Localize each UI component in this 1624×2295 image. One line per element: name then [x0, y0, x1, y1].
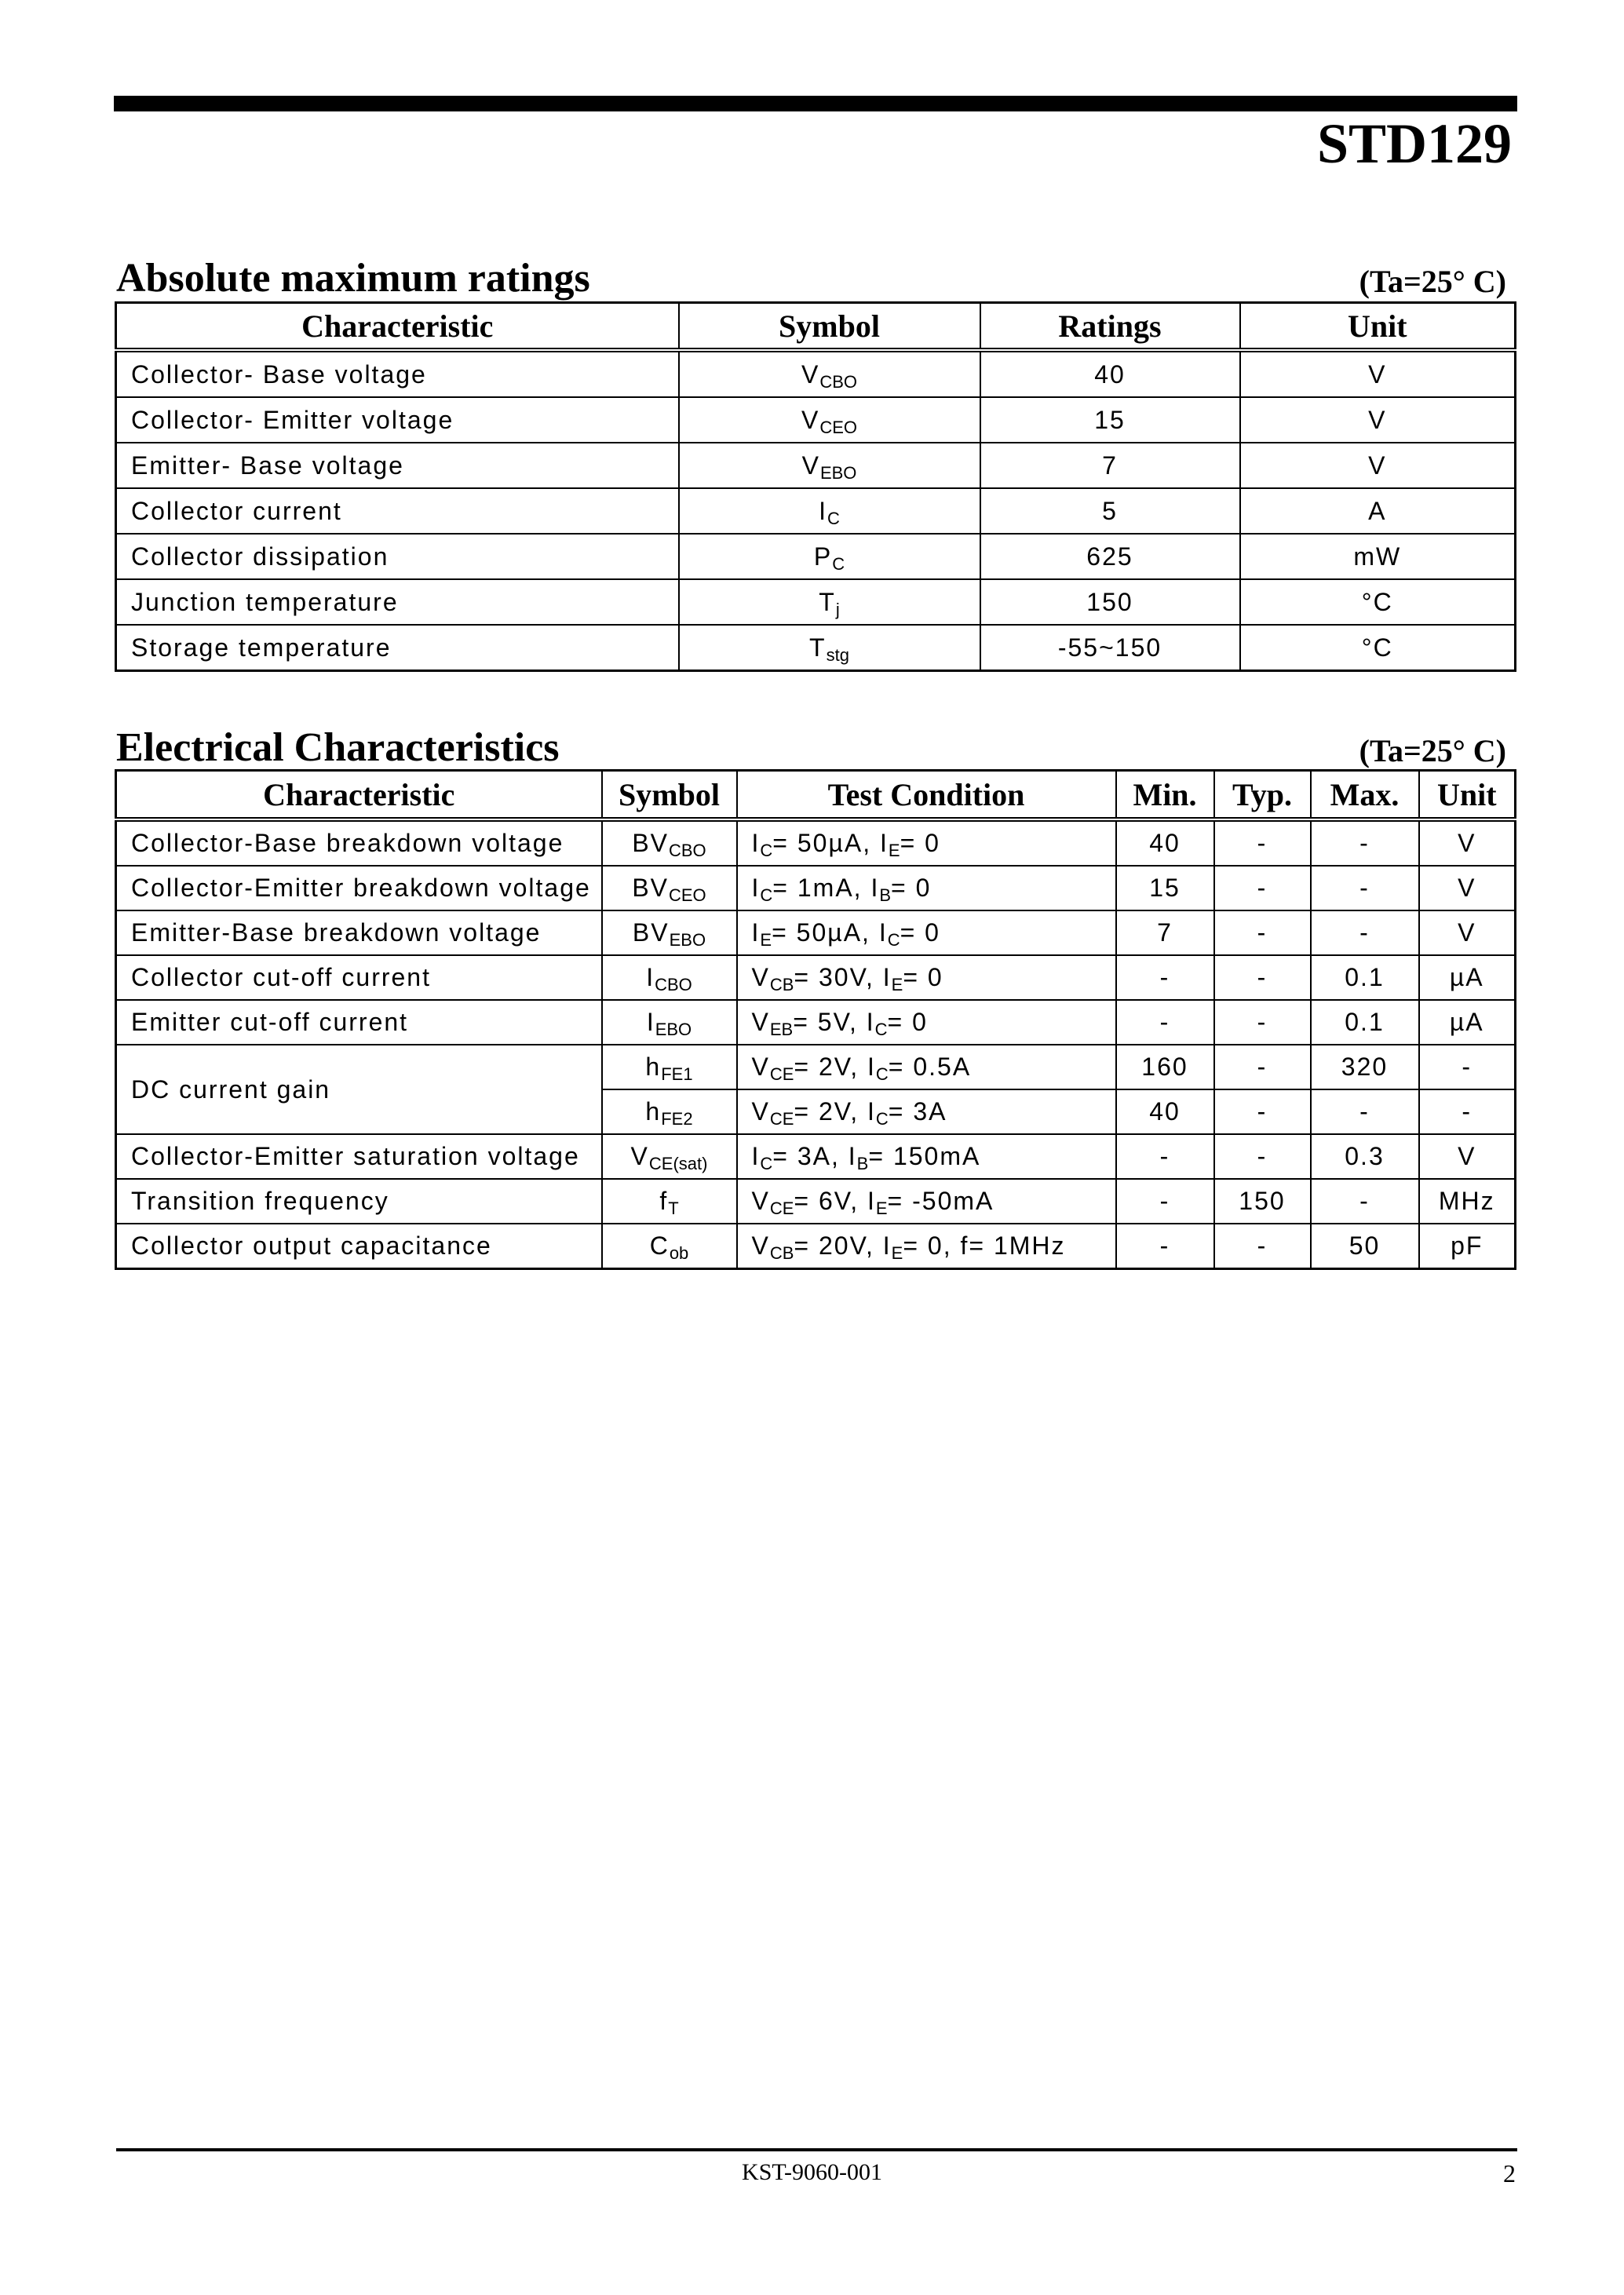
table-row — [116, 955, 1516, 1000]
typ-cell: - — [1214, 1224, 1311, 1269]
min-cell: - — [1116, 1000, 1214, 1045]
col-header: Typ. — [1214, 771, 1311, 820]
characteristic-cell: Collector output capacitance — [116, 1224, 602, 1269]
col-header: Min. — [1116, 771, 1214, 820]
cond-subscript: B — [879, 885, 892, 905]
cond-part: = 2V, I — [794, 1053, 876, 1081]
min-cell: 7 — [1116, 910, 1214, 955]
symbol-cell — [602, 1045, 737, 1089]
cond-subscript: EB — [769, 1020, 794, 1039]
characteristic-cell: DC current gain — [116, 1045, 602, 1134]
table-row — [116, 866, 1516, 910]
symbol-main: T — [819, 587, 836, 616]
test-condition-cell — [737, 866, 1116, 910]
cond-part: I — [751, 874, 761, 902]
cond-part: I — [751, 829, 761, 857]
cond-part: = 150mA — [868, 1142, 981, 1170]
cond-part: = 30V, I — [794, 963, 892, 991]
symbol-subscript: FE2 — [661, 1109, 693, 1129]
test-condition-cell — [737, 955, 1116, 1000]
cond-subscript: CE — [769, 1109, 794, 1129]
unit-cell: V — [1240, 397, 1516, 443]
unit-cell: V — [1419, 1134, 1516, 1179]
symbol-main: P — [813, 542, 833, 571]
rating-cell: 5 — [980, 488, 1240, 534]
cond-subscript: E — [891, 975, 903, 994]
cond-part: I — [751, 1142, 761, 1170]
test-condition-cell — [737, 1045, 1116, 1089]
symbol-subscript: EBO — [669, 930, 706, 950]
symbol-main: V — [630, 1142, 649, 1170]
symbol-subscript: EBO — [819, 462, 857, 483]
characteristic-cell: Collector-Emitter saturation voltage — [116, 1134, 602, 1179]
cond-subscript: CB — [769, 1243, 794, 1263]
table-row — [116, 443, 1516, 488]
col-header: Symbol — [679, 303, 980, 351]
cond-part: V — [751, 1053, 770, 1081]
typ-cell: - — [1214, 1089, 1311, 1134]
cond-part: V — [751, 1097, 770, 1126]
col-header: Characteristic — [116, 303, 679, 351]
min-cell: 15 — [1116, 866, 1214, 910]
symbol-cell — [679, 625, 980, 671]
table-row — [116, 579, 1516, 625]
unit-cell: - — [1419, 1089, 1516, 1134]
col-header: Unit — [1419, 771, 1516, 820]
min-cell: 160 — [1116, 1045, 1214, 1089]
max-cell: 0.1 — [1311, 1000, 1419, 1045]
test-condition-cell — [737, 1224, 1116, 1269]
symbol-subscript: CEO — [819, 417, 858, 437]
unit-cell: V — [1419, 910, 1516, 955]
max-cell: 50 — [1311, 1224, 1419, 1269]
cond-part: = 5V, I — [793, 1008, 875, 1036]
cond-subscript: C — [875, 1064, 889, 1084]
unit-cell: µA — [1419, 955, 1516, 1000]
min-cell: - — [1116, 955, 1214, 1000]
unit-cell: mW — [1240, 534, 1516, 579]
characteristic-cell: Collector- Emitter voltage — [116, 397, 679, 443]
min-cell: 40 — [1116, 819, 1214, 866]
unit-cell: MHz — [1419, 1179, 1516, 1224]
abs-max-header-row — [116, 303, 1516, 351]
col-header: Characteristic — [116, 771, 602, 820]
cond-part: = 2V, I — [794, 1097, 876, 1126]
max-cell: 0.3 — [1311, 1134, 1419, 1179]
characteristic-cell: Storage temperature — [116, 625, 679, 671]
cond-part: V — [751, 963, 770, 991]
characteristic-cell: Emitter- Base voltage — [116, 443, 679, 488]
symbol-subscript: EBO — [655, 1020, 692, 1039]
col-header: Symbol — [602, 771, 737, 820]
symbol-main: BV — [632, 829, 669, 857]
cond-part: = -50mA — [887, 1187, 994, 1215]
unit-cell: V — [1419, 866, 1516, 910]
cond-subscript: E — [760, 930, 772, 950]
characteristic-cell: Transition frequency — [116, 1179, 602, 1224]
test-condition-cell — [737, 1179, 1116, 1224]
characteristic-cell: Collector-Base breakdown voltage — [116, 819, 602, 866]
elec-char-table — [115, 769, 1516, 1270]
table-row — [116, 625, 1516, 671]
min-cell: 40 — [1116, 1089, 1214, 1134]
symbol-cell — [602, 1134, 737, 1179]
cond-part: = 0.5A — [888, 1053, 972, 1081]
abs-max-condition: (Ta=25° C) — [1359, 264, 1506, 299]
symbol-cell — [679, 397, 980, 443]
table-row — [116, 1134, 1516, 1179]
page-number: 2 — [1503, 2159, 1516, 2187]
symbol-cell — [602, 1089, 737, 1134]
typ-cell: - — [1214, 910, 1311, 955]
symbol-cell — [679, 579, 980, 625]
unit-cell: V — [1419, 819, 1516, 866]
characteristic-cell: Collector current — [116, 488, 679, 534]
cond-subscript: C — [760, 885, 773, 905]
symbol-subscript: CBO — [655, 975, 692, 994]
characteristic-cell: Collector-Emitter breakdown voltage — [116, 866, 602, 910]
symbol-subscript: C — [827, 508, 840, 528]
cond-part: = 50µA, I — [772, 829, 889, 857]
table-row — [116, 819, 1516, 866]
bottom-rule — [116, 2148, 1517, 2151]
elec-char-header-row — [116, 771, 1516, 820]
symbol-subscript: C — [832, 553, 845, 574]
typ-cell: - — [1214, 1000, 1311, 1045]
symbol-cell — [679, 443, 980, 488]
symbol-subscript: j — [835, 599, 840, 619]
min-cell: - — [1116, 1134, 1214, 1179]
cond-part: = 0 — [903, 963, 943, 991]
table-row — [116, 1045, 1516, 1089]
symbol-main: C — [649, 1231, 670, 1260]
symbol-main: h — [645, 1097, 662, 1126]
elec-char-title: Electrical Characteristics — [116, 725, 560, 770]
cond-subscript: E — [891, 1243, 903, 1263]
table-row — [116, 1224, 1516, 1269]
col-header: Test Condition — [737, 771, 1116, 820]
symbol-cell — [602, 910, 737, 955]
characteristic-cell: Collector cut-off current — [116, 955, 602, 1000]
rating-cell: 150 — [980, 579, 1240, 625]
symbol-main: I — [646, 1008, 655, 1036]
symbol-cell — [602, 1224, 737, 1269]
abs-max-title: Absolute maximum ratings — [116, 256, 590, 301]
max-cell: - — [1311, 819, 1419, 866]
symbol-main: BV — [632, 874, 669, 902]
cond-part: = 0 — [891, 874, 932, 902]
cond-subscript: E — [888, 841, 900, 860]
characteristic-cell: Emitter cut-off current — [116, 1000, 602, 1045]
cond-part: = 3A, I — [772, 1142, 857, 1170]
min-cell: - — [1116, 1179, 1214, 1224]
unit-cell: °C — [1240, 625, 1516, 671]
characteristic-cell: Junction temperature — [116, 579, 679, 625]
symbol-subscript: ob — [669, 1243, 689, 1263]
typ-cell: 150 — [1214, 1179, 1311, 1224]
symbol-subscript: T — [668, 1199, 679, 1218]
rating-cell: -55~150 — [980, 625, 1240, 671]
symbol-main: I — [819, 496, 827, 525]
document-code: KST-9060-001 — [742, 2159, 882, 2185]
max-cell: - — [1311, 1089, 1419, 1134]
test-condition-cell — [737, 1134, 1116, 1179]
characteristic-cell: Emitter-Base breakdown voltage — [116, 910, 602, 955]
unit-cell: A — [1240, 488, 1516, 534]
typ-cell: - — [1214, 866, 1311, 910]
cond-subscript: B — [856, 1154, 869, 1173]
test-condition-cell — [737, 910, 1116, 955]
unit-cell: - — [1419, 1045, 1516, 1089]
cond-subscript: C — [874, 1020, 888, 1039]
characteristic-cell: Collector- Base voltage — [116, 350, 679, 397]
symbol-main: BV — [632, 918, 670, 947]
cond-part: V — [751, 1231, 770, 1260]
cond-part: = 0 — [900, 829, 940, 857]
symbol-subscript: CBO — [669, 841, 706, 860]
part-number-title: STD129 — [1316, 112, 1512, 175]
symbol-cell — [602, 1179, 737, 1224]
symbol-main: V — [801, 359, 820, 389]
unit-cell: °C — [1240, 579, 1516, 625]
symbol-main: I — [646, 963, 655, 991]
rating-cell: 7 — [980, 443, 1240, 488]
typ-cell: - — [1214, 819, 1311, 866]
max-cell: 0.1 — [1311, 955, 1419, 1000]
unit-cell: V — [1240, 350, 1516, 397]
max-cell: - — [1311, 1179, 1419, 1224]
table-row — [116, 1179, 1516, 1224]
rating-cell: 625 — [980, 534, 1240, 579]
col-header: Ratings — [980, 303, 1240, 351]
table-row — [116, 910, 1516, 955]
cond-part: = 20V, I — [794, 1231, 892, 1260]
elec-char-condition: (Ta=25° C) — [1359, 733, 1506, 768]
top-rule — [114, 96, 1517, 111]
symbol-cell — [679, 350, 980, 397]
characteristic-cell: Collector dissipation — [116, 534, 679, 579]
cond-part: = 3A — [888, 1097, 947, 1126]
cond-part: = 0 — [887, 1008, 928, 1036]
cond-subscript: C — [887, 930, 900, 950]
symbol-subscript: CEO — [669, 885, 706, 905]
table-row — [116, 534, 1516, 579]
min-cell: - — [1116, 1224, 1214, 1269]
unit-cell: µA — [1419, 1000, 1516, 1045]
col-header: Unit — [1240, 303, 1516, 351]
typ-cell: - — [1214, 1045, 1311, 1089]
unit-cell: V — [1240, 443, 1516, 488]
cond-subscript: C — [760, 841, 773, 860]
table-row — [116, 1000, 1516, 1045]
typ-cell: - — [1214, 955, 1311, 1000]
table-row — [116, 397, 1516, 443]
rating-cell: 40 — [980, 350, 1240, 397]
cond-subscript: C — [875, 1109, 889, 1129]
cond-subscript: E — [875, 1199, 888, 1218]
table-row — [116, 488, 1516, 534]
cond-part: V — [751, 1187, 770, 1215]
symbol-subscript: FE1 — [661, 1064, 693, 1084]
cond-part: = 0 — [900, 918, 940, 947]
test-condition-cell — [737, 1000, 1116, 1045]
symbol-main: T — [809, 633, 827, 662]
unit-cell: pF — [1419, 1224, 1516, 1269]
symbol-cell — [602, 955, 737, 1000]
symbol-subscript: stg — [826, 644, 849, 665]
cond-part: = 50µA, I — [772, 918, 888, 947]
cond-part: I — [751, 918, 761, 947]
cond-subscript: C — [760, 1154, 773, 1173]
test-condition-cell — [737, 819, 1116, 866]
max-cell: - — [1311, 866, 1419, 910]
symbol-cell — [679, 488, 980, 534]
abs-max-table — [115, 301, 1516, 672]
symbol-main: V — [801, 405, 820, 434]
cond-part: = 6V, I — [794, 1187, 876, 1215]
cond-subscript: CE — [769, 1199, 794, 1218]
symbol-cell — [602, 866, 737, 910]
typ-cell: - — [1214, 1134, 1311, 1179]
symbol-subscript: CE(sat) — [648, 1154, 708, 1173]
table-row — [116, 350, 1516, 397]
symbol-main: f — [659, 1187, 669, 1215]
col-header: Max. — [1311, 771, 1419, 820]
test-condition-cell — [737, 1089, 1116, 1134]
cond-subscript: CB — [769, 975, 794, 994]
max-cell: - — [1311, 910, 1419, 955]
symbol-cell — [602, 1000, 737, 1045]
symbol-main: h — [645, 1053, 662, 1081]
symbol-cell — [602, 819, 737, 866]
rating-cell: 15 — [980, 397, 1240, 443]
cond-subscript: CE — [769, 1064, 794, 1084]
symbol-cell — [679, 534, 980, 579]
max-cell: 320 — [1311, 1045, 1419, 1089]
symbol-main: V — [801, 451, 820, 480]
cond-part: = 1mA, I — [772, 874, 880, 902]
cond-part: V — [751, 1008, 770, 1036]
cond-part: = 0, f= 1MHz — [903, 1231, 1066, 1260]
symbol-subscript: CBO — [819, 371, 858, 392]
